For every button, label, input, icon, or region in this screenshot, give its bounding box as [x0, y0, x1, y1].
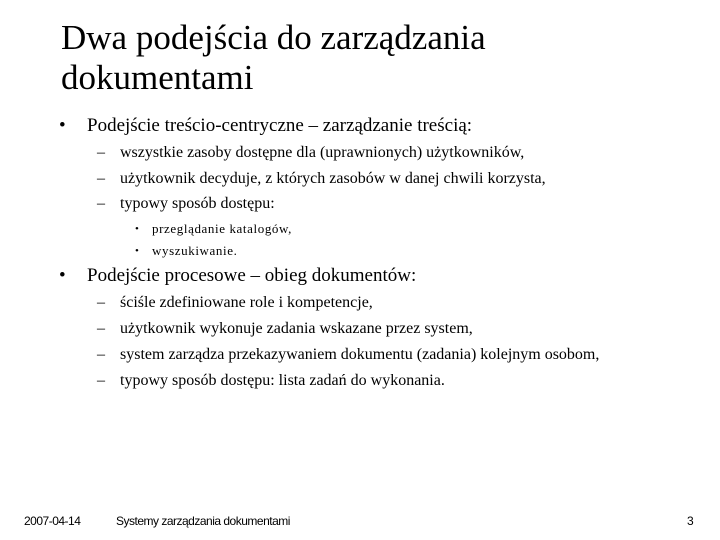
dash-icon: –: [97, 372, 105, 389]
dash-icon: –: [97, 320, 105, 337]
sub-sub-bullet: [135, 243, 238, 259]
bullet-icon: •: [59, 115, 66, 136]
sub-bullet: [97, 143, 525, 163]
sub-bullet: [97, 194, 275, 214]
dash-icon: –: [97, 294, 105, 311]
bullet-icon: •: [135, 245, 140, 257]
sub-bullet-text: wszystkie zasoby dostępne dla (uprawnionych) użytkowników,: [120, 144, 525, 161]
sub-bullet-text: typowy sposób dostępu:: [120, 195, 275, 212]
slide-title: [61, 18, 681, 98]
sub-bullet-text: użytkownik wykonuje zadania wskazane przez system,: [120, 320, 473, 337]
sub-bullet-text: użytkownik decyduje, z których zasobów w danej chwili korzysta,: [120, 170, 546, 187]
slide-title-line2: dokumentami: [61, 58, 254, 97]
slide-title-line1: Dwa podejścia do zarządzania: [61, 18, 486, 57]
sub-bullet: [97, 371, 445, 391]
sub-bullet-text: ściśle zdefiniowane role i kompetencje,: [120, 294, 373, 311]
dash-icon: –: [97, 346, 105, 363]
dash-icon: –: [97, 195, 105, 212]
bullet-process: [59, 264, 417, 288]
bullet-icon: •: [135, 223, 140, 235]
bullet-text: Podejście treścio-centryczne – zarządzanie treścią:: [87, 115, 473, 136]
sub-bullet-text: typowy sposób dostępu: lista zadań do wykonania.: [120, 372, 445, 389]
sub-bullet: [97, 345, 600, 365]
bullet-text: Podejście procesowe – obieg dokumentów:: [87, 265, 417, 286]
footer-date: 2007-04-14: [24, 514, 81, 528]
sub-sub-bullet-text: przeglądanie katalogów,: [152, 221, 293, 236]
sub-bullet: [97, 293, 373, 313]
sub-bullet: [97, 319, 473, 339]
bullet-content-centric: [59, 114, 473, 138]
dash-icon: –: [97, 170, 105, 187]
bullet-icon: •: [59, 265, 66, 286]
sub-sub-bullet: [135, 221, 293, 237]
dash-icon: –: [97, 144, 105, 161]
sub-bullet-text: system zarządza przekazywaniem dokumentu (zadania) kolejnym osobom,: [120, 346, 600, 363]
footer-caption: Systemy zarządzania dokumentami: [116, 514, 290, 528]
sub-bullet: [97, 169, 546, 189]
sub-sub-bullet-text: wyszukiwanie.: [152, 243, 238, 258]
footer-page-number: 3: [687, 514, 694, 528]
